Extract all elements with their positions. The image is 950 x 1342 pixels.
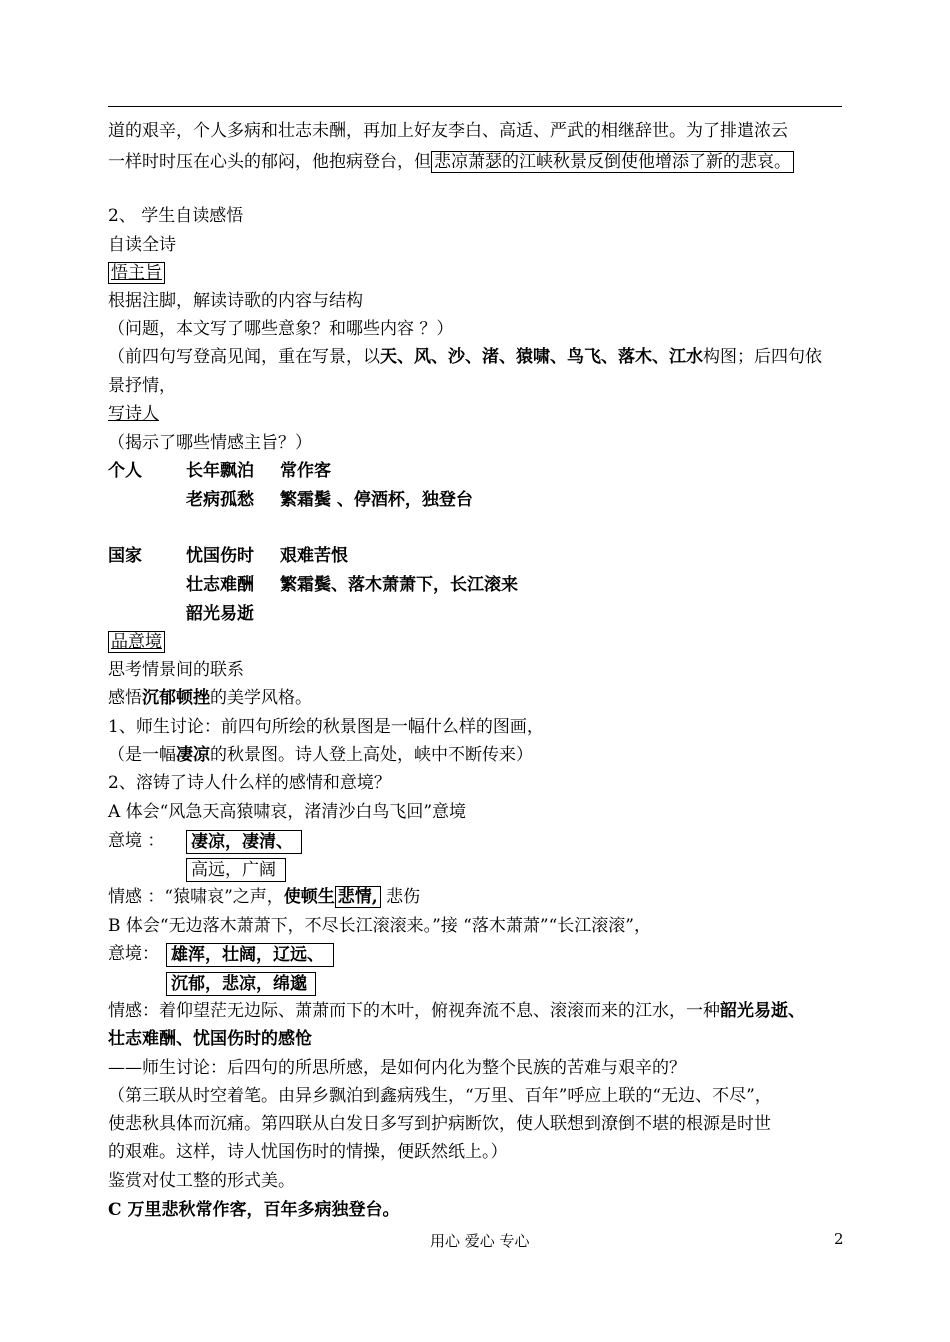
discussion-line-4: 的艰难。这样，诗人忧国伤时的情操，便跃然纸上。）	[108, 1142, 508, 1162]
bordered-phrase: 悲凉萧瑟的江峡秋景反倒使他增添了新的悲哀。	[431, 151, 794, 173]
part-a-qinggan: 情感 ：“猿啸哀”之声，使顿生 悲情, 悲伤	[108, 887, 421, 907]
mood-label: 品意境	[108, 631, 165, 653]
question-2: 2、溶铸了诗人什么样的感情和意境？	[108, 773, 391, 793]
yijing-box-a2: 高远，广阔	[186, 858, 286, 882]
part-a-yijing-1: 意境 ： 凄凉，凄清、	[108, 830, 164, 852]
read-whole-poem: 自读全诗	[108, 235, 176, 255]
part-a: A 体会“风急天高猿啸哀，渚清沙白鸟飞回”意境	[108, 802, 467, 822]
theme-line-4: 景抒情，	[108, 376, 176, 396]
discussion-line-3: 使悲秋具体而沉痛。第四联从白发日多写到护病断饮，使人联想到潦倒不堪的根源是时世	[108, 1114, 771, 1134]
personal-label: 个人	[108, 461, 142, 481]
write-poet-label: 写诗人	[108, 404, 159, 424]
document-page: 道的艰辛，个人多病和壮志未酬，再加上好友李白、高适、严武的相继辞世。为了排遣浓云 一样时时压在心头的郁闷，他抱病登台，但 悲凉萧瑟的江峡秋景反倒使他增添了新的悲哀。 2、 学生自读感悟 自读全诗 悟主旨 根据注脚，解读诗歌的内容与结构 （问题，本文写了哪些意象？和哪些内容 ？） （前四句写登高见闻，重在写景，以天、风、沙、渚、猿啸、鸟飞、落木、江水构图；后四句依 景抒情， 写诗人 （揭示了哪些情感主旨？） 个人 长年飘泊 常作客 老病孤愁 繁霜鬓 、停酒杯，独登台 国家 忧国伤时 艰难苦恨 壮志难酬 繁霜鬓、落木萧萧下，长江滚来 韶光易逝 品意境 思考情景间的联系 感悟沉郁顿挫的美学风格。 1、师生讨论：前四句所绘的秋景图是一幅什么样的图画， （是一幅凄凉的秋景图。诗人登上高处，峡中不断传来） 2、溶铸了诗人什么样的感情和意境？ A 体会“风急天高猿啸哀，渚清沙白鸟飞回”意境 意境 ： 凄凉，凄清、 高远，广阔 情感 ：“猿啸哀”之声，使顿生 悲情, 悲伤 B 体会“无边落木萧萧下，不尽长江滚滚来。”接 “落木萧萧”“长江滚滚”， 意境： 雄浑，壮阔，辽远、 沉郁，悲凉，绵邈 情感：着仰望茫无边际、萧萧而下的木叶，俯视奔流不息、滚滚而来的江水，一种韶光易逝、 壮志难酬、忧国伤时的感怆 ——师生讨论：后四句的所思所感，是如何内化为整个民族的苦难与艰辛的？ （第三联从时空着笔。由异乡飘泊到鑫病残生，“万里、百年”呼应上联的“无边、不尽”， 使悲秋具体而沉痛。第四联从白发日多写到护病断饮，使人联想到潦倒不堪的根源是时世 的艰难。这样，诗人忧国伤时的情操，便跃然纸上。） 鉴赏对仗工整的形式美。 C 万里悲秋常作客，百年多病独登台。 用心 爱心 专心 2	[0, 0, 950, 1342]
theme-label: 悟主旨	[108, 262, 165, 284]
page-number: 2	[834, 1230, 844, 1248]
discussion-line-1: ——师生讨论：后四句的所思所感，是如何内化为整个民族的苦难与艰辛的？	[108, 1058, 686, 1078]
part-b-qinggan-1: 情感：着仰望茫无边际、萧萧而下的木叶，俯视奔流不息、滚滚而来的江水，一种韶光易逝、	[108, 1001, 805, 1021]
theme-label-line	[108, 262, 165, 284]
discussion-line-2: （第三联从时空着笔。由异乡飘泊到鑫病残生，“万里、百年”呼应上联的“无边、不尽”，	[108, 1086, 772, 1106]
mood-label-line	[108, 631, 165, 653]
footer-motto: 用心 爱心 专心	[430, 1232, 530, 1250]
mood-line-1: 思考情景间的联系	[108, 660, 244, 680]
header-rule	[108, 106, 842, 107]
question-1: 1、师生讨论：前四句所绘的秋景图是一幅什么样的图画，	[108, 717, 544, 737]
part-b-yijing-1: 意境： 雄浑，壮阔，辽远、	[108, 943, 159, 965]
section-2-heading: 2、 学生自读感悟	[108, 206, 244, 226]
discussion-line-5: 鉴赏对仗工整的形式美。	[108, 1171, 295, 1191]
discussion-line-6: C 万里悲秋常作客，百年多病独登台。	[108, 1200, 400, 1220]
answer-1: （是一幅凄凉的秋景图。诗人登上高处，峡中不断传来）	[108, 745, 533, 765]
personal-row-1: 个人 长年飘泊 常作客	[108, 461, 331, 481]
mood-line-2: 感悟沉郁顿挫的美学风格。	[108, 688, 312, 708]
yijing-box-a1: 凄凉，凄清、	[186, 830, 302, 854]
yijing-box-b2: 沉郁，悲凉，绵邈	[166, 972, 316, 996]
theme-line-1: 根据注脚，解读诗歌的内容与结构	[108, 291, 363, 311]
intro-line-1: 道的艰辛，个人多病和壮志未酬，再加上好友李白、高适、严武的相继辞世。为了排遣浓云	[108, 121, 788, 141]
nation-label: 国家	[108, 546, 142, 566]
nation-row-1: 国家 忧国伤时 艰难苦恨	[108, 546, 348, 566]
theme-line-2: （问题，本文写了哪些意象？和哪些内容 ？）	[108, 319, 454, 339]
theme-line-5: （揭示了哪些情感主旨？）	[108, 433, 312, 453]
part-b-qinggan-2: 壮志难酬、忧国伤时的感怆	[108, 1029, 312, 1049]
yijing-box-b1: 雄浑，壮阔，辽远、	[166, 943, 334, 967]
intro-line-2: 一样时时压在心头的郁闷，他抱病登台，但 悲凉萧瑟的江峡秋景反倒使他增添了新的悲哀。	[108, 151, 794, 173]
part-b: B 体会“无边落木萧萧下，不尽长江滚滚来。”接 “落木萧萧”“长江滚滚”，	[108, 916, 651, 936]
sad-feeling-box: 悲情,	[335, 886, 381, 908]
theme-line-3: （前四句写登高见闻，重在写景，以天、风、沙、渚、猿啸、鸟飞、落木、江水构图；后四句依	[108, 347, 822, 367]
